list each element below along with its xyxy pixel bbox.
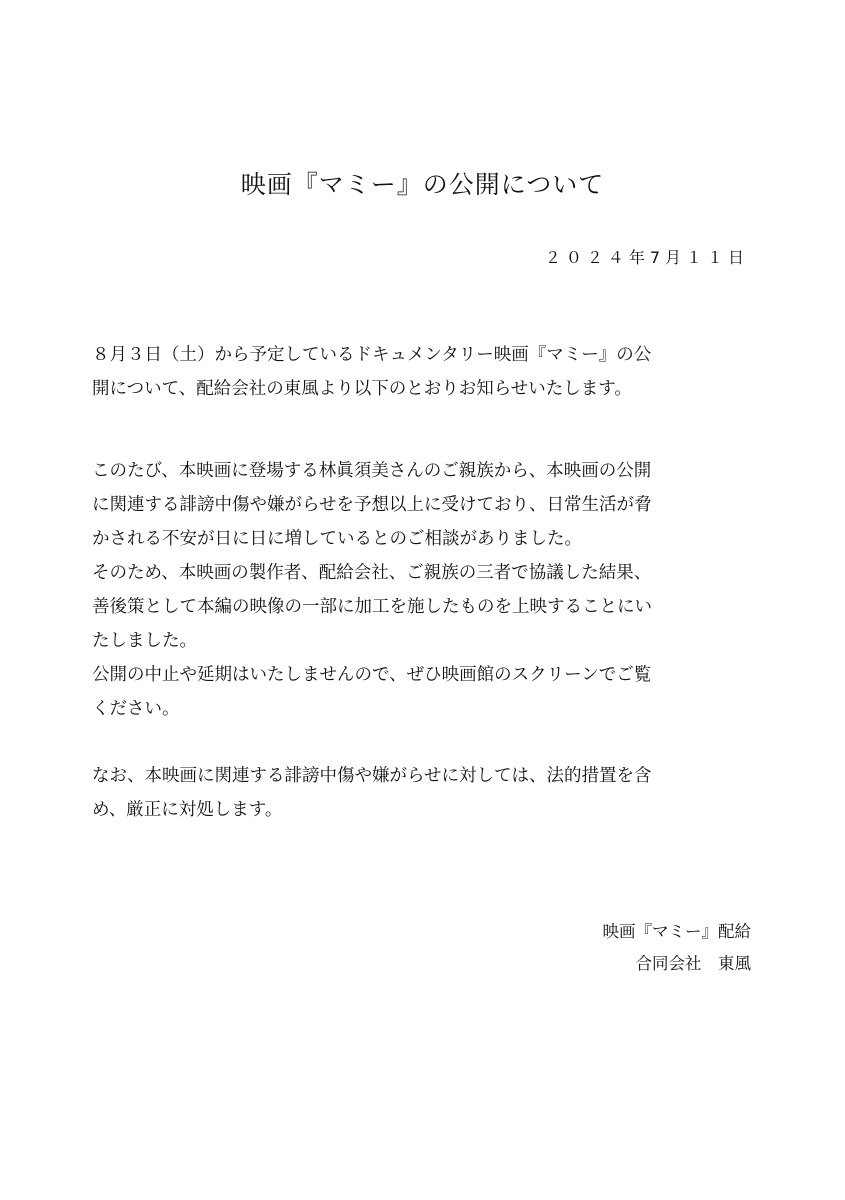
intro-paragraph	[92, 338, 752, 406]
text-line: そのため、本映画の製作者、配給会社、ご親族の三者で協議した結果、	[92, 563, 652, 583]
text-line: かされる不安が日に日に増しているとのご相談がありました。	[92, 529, 582, 549]
text-line: このたび、本映画に登場する林眞須美さんのご親族から、本映画の公開	[92, 461, 652, 481]
signature-block	[603, 916, 752, 980]
signature-company: 合同会社 東風	[635, 954, 751, 973]
text-line: 善後策として本編の映像の一部に加工を施したものを上映することにい	[92, 597, 652, 617]
document-date: ２０２４年7月１１日	[544, 248, 749, 267]
closing-paragraph	[92, 759, 752, 827]
text-line: 開について、配給会社の東風より以下のとおりお知らせいたします。	[92, 379, 632, 399]
text-line: ください。	[92, 699, 180, 719]
signature-distributor: 映画『マミー』配給	[602, 922, 751, 941]
document-title: 映画『マミー』の公開について	[240, 170, 605, 199]
body-paragraph	[92, 454, 752, 726]
text-line: なお、本映画に関連する誹謗中傷や嫌がらせに対しては、法的措置を含	[92, 766, 652, 786]
text-line: に関連する誹謗中傷や嫌がらせを予想以上に受けており、日常生活が脅	[92, 495, 652, 515]
text-line: たしました。	[92, 631, 197, 651]
text-line: 公開の中止や延期はいたしませんので、ぜひ映画館のスクリーンでご覧	[92, 665, 652, 685]
text-line: め、厳正に対処します。	[92, 800, 283, 820]
text-line: ８月３日（土）から予定しているドキュメンタリー映画『マミー』の公	[92, 345, 652, 365]
